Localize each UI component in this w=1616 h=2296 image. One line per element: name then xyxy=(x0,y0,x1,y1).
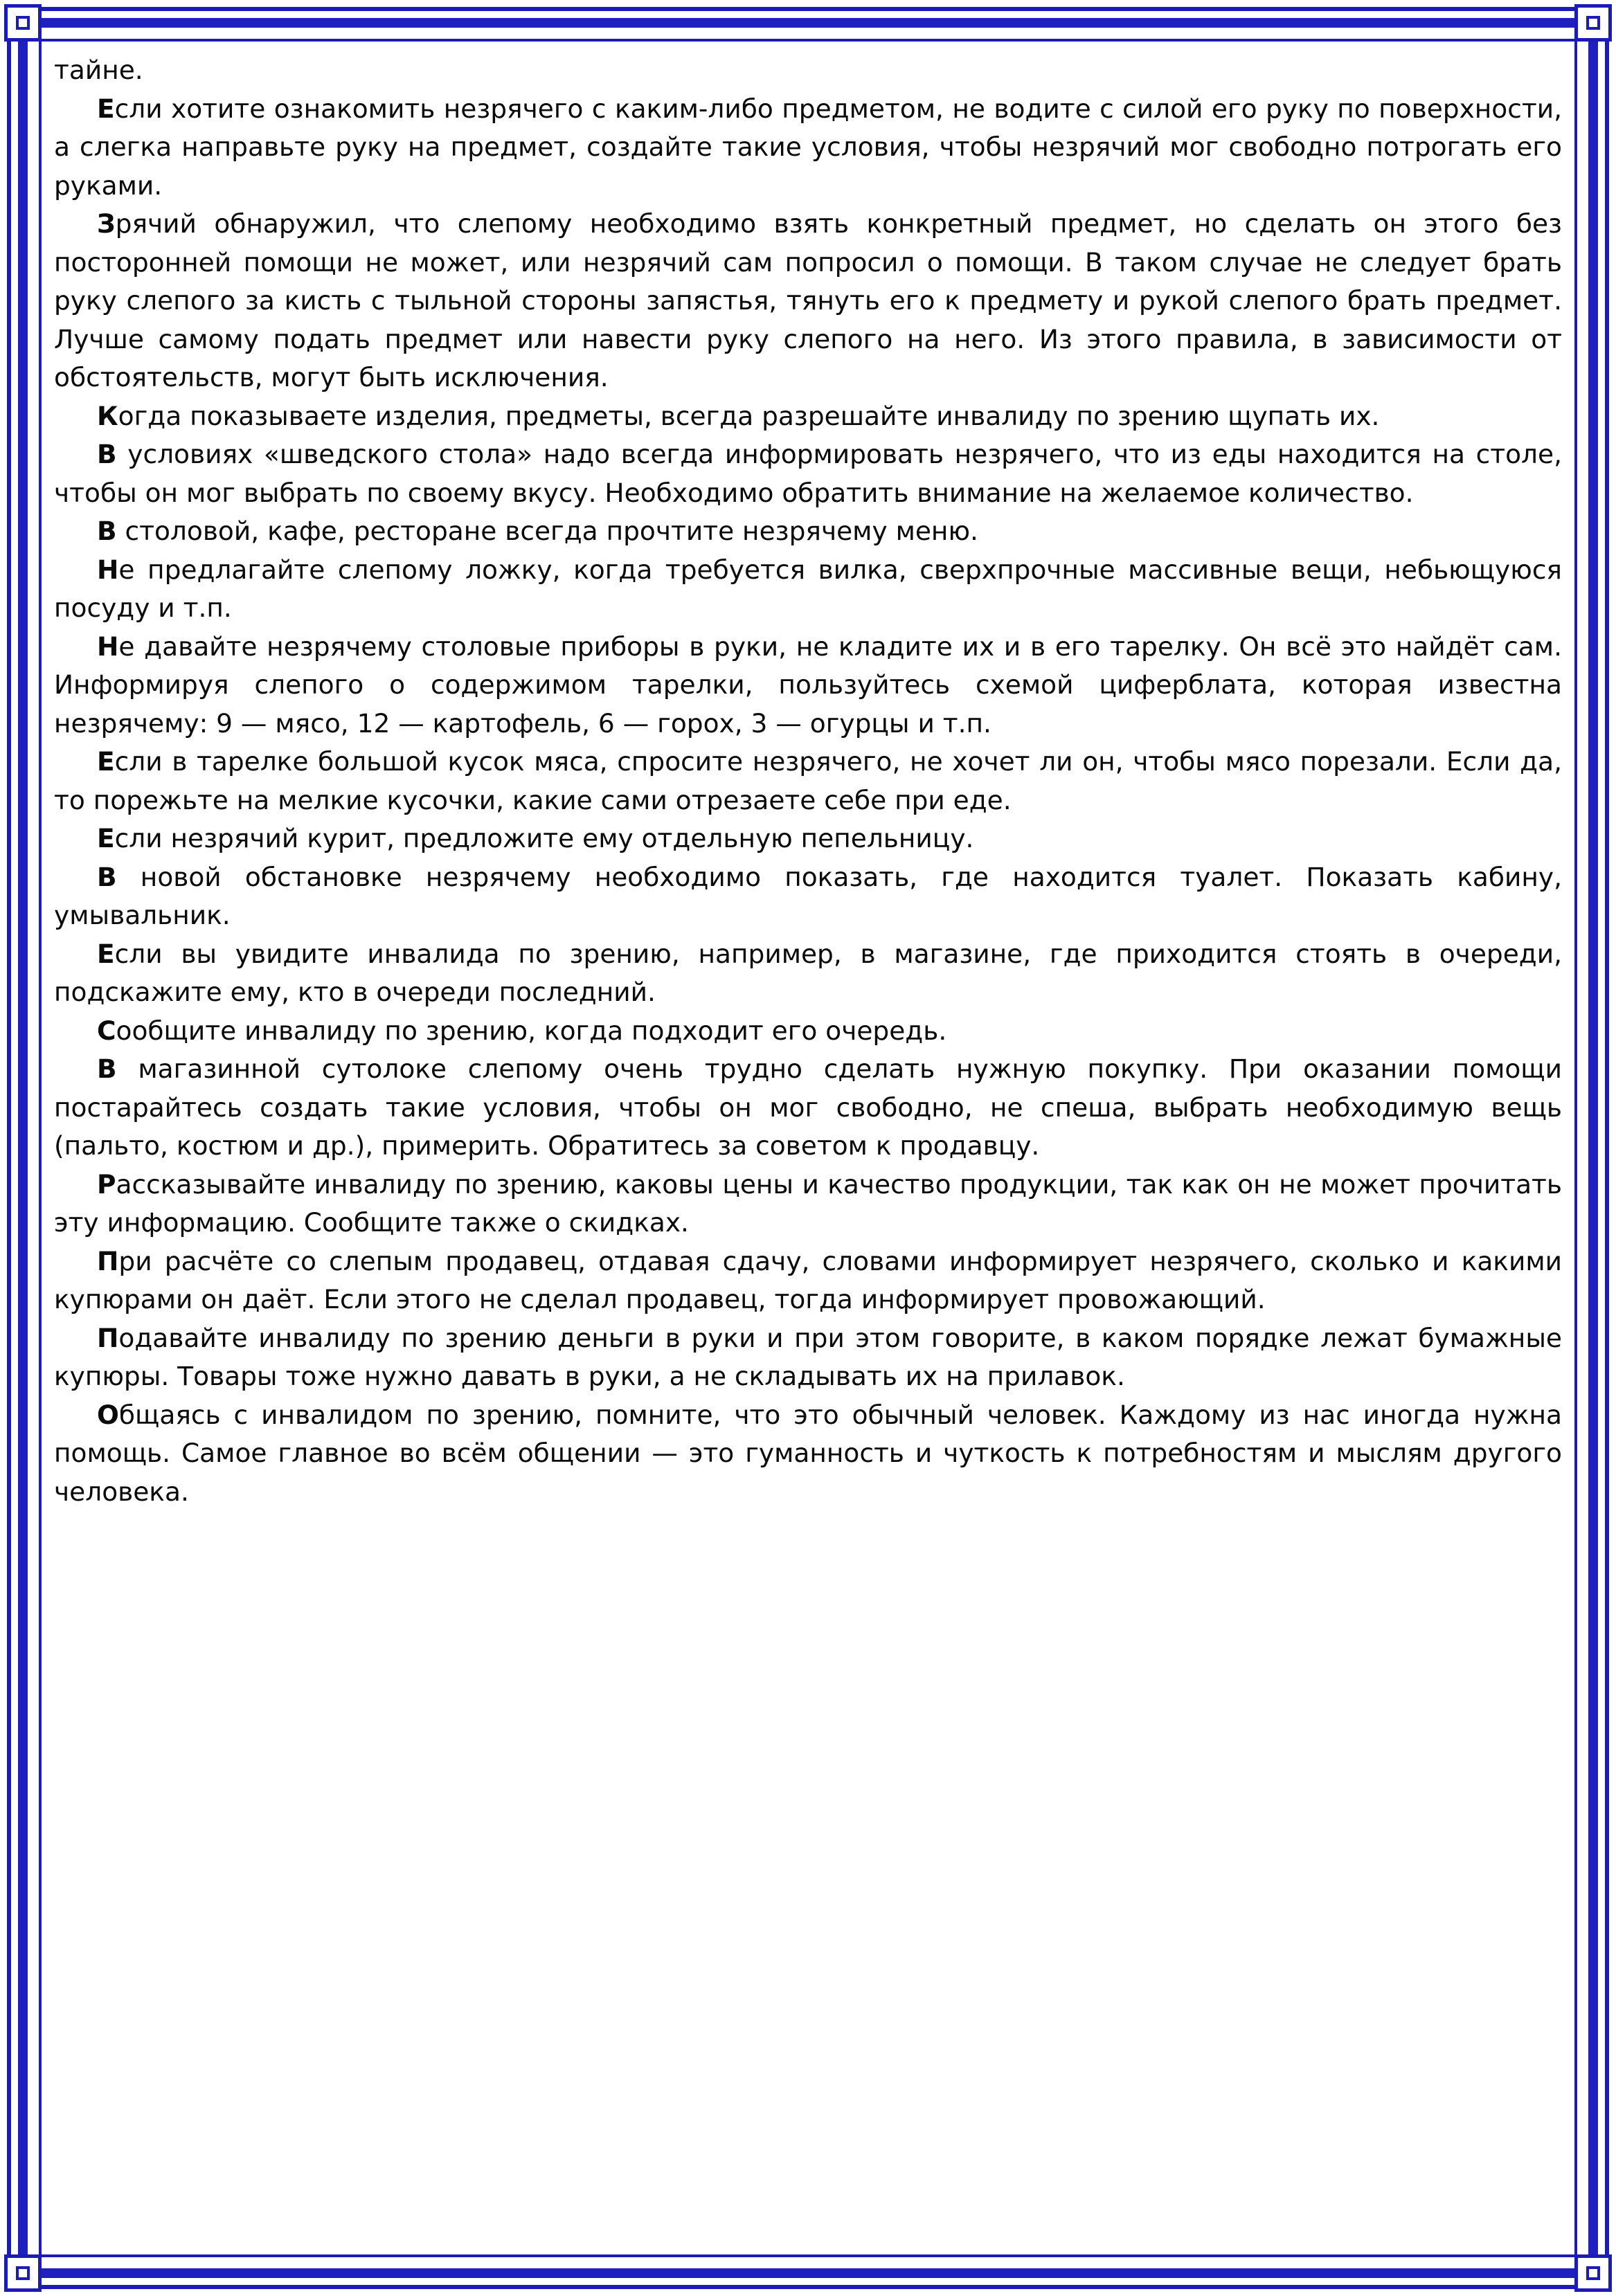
paragraph xyxy=(54,743,1562,820)
paragraph-text: сли незрячий курит, предложите ему отдельную пепельницу. xyxy=(114,823,974,853)
paragraph-text: ассказывайте инвалиду по зрению, каковы цены и качество продукции, так как он не может прочитать эту информацию. Сообщите также о скидках. xyxy=(54,1168,1562,1238)
paragraph xyxy=(54,205,1562,397)
paragraph-text: тайне. xyxy=(54,55,143,85)
paragraph-lead-letter: С xyxy=(97,1015,116,1046)
paragraph-lead-letter: Е xyxy=(97,93,115,124)
corner-ornament-bottom-right xyxy=(1574,2254,1612,2292)
paragraph xyxy=(54,1396,1562,1512)
paragraph-lead-letter: Е xyxy=(97,938,115,969)
corner-ornament-top-right xyxy=(1574,4,1612,42)
paragraph-text: условиях «шведского стола» надо всегда информировать незрячего, что из еды находится на столе, чтобы он мог выбрать по своему вкусу. Необходимо обратить внимание на желаемое количество. xyxy=(54,439,1562,508)
paragraph-text: ри расчёте со слепым продавец, отдавая сдачу, словами информирует незрячего, сколько и какими купюрами он даёт. Если этого не сделал продавец, тогда информирует провожающий. xyxy=(54,1245,1562,1314)
paragraph-text: сли в тарелке большой кусок мяса, спросите незрячего, не хочет ли он, чтобы мясо порезали. Если да, то порежьте на мелкие кусочки, какие сами отрезаете себе при еде. xyxy=(54,746,1562,815)
paragraph-lead-letter: В xyxy=(97,861,117,892)
paragraph-lead-letter: Е xyxy=(97,823,115,853)
paragraph-text: е давайте незрячему столовые приборы в руки, не кладите их и в его тарелку. Он всё это найдёт сам. Информируя слепого о содержимом тарелки, пользуйтесь схемой циферблата, которая известна незрячему: 9 — мясо, 12 — картофель, 6 — горох, 3 — огурцы и т.п. xyxy=(54,631,1562,739)
paragraph xyxy=(54,858,1562,935)
paragraph xyxy=(54,1050,1562,1166)
paragraph-text: сли хотите ознакомить незрячего с каким-либо предметом, не водите с силой его руку по поверхности, а слегка направьте руку на предмет, создайте такие условия, чтобы незрячий мог свободно потрогать его руками. xyxy=(54,93,1562,201)
paragraph-text: одавайте инвалиду по зрению деньги в руки и при этом говорите, в каком порядке лежат бумажные купюры. Товары тоже нужно давать в руки, а не складывать их на прилавок. xyxy=(54,1322,1562,1391)
paragraph-text: е предлагайте слепому ложку, когда требуется вилка, сверхпрочные массивные вещи, небьющуюся посуду и т.п. xyxy=(54,554,1562,623)
paragraph-text: рячий обнаружил, что слепому необходимо взять конкретный предмет, но сделать он этого без посторонней помощи не может, или незрячий сам попросил о помощи. В таком случае не следует брать руку слепого за кисть с тыльной стороны запястья, тянуть его к предмету и рукой слепого брать предмет. Лучше самому подать предмет или навести руку слепого на него. Из этого правила, в зависимости от обстоятельств, могут быть исключения. xyxy=(54,208,1562,392)
paragraph-lead-letter: П xyxy=(97,1322,119,1353)
paragraph-text: сли вы увидите инвалида по зрению, например, в магазине, где приходится стоять в очереди, подскажите ему, кто в очереди последний. xyxy=(54,938,1562,1007)
corner-ornament-top-left xyxy=(4,4,42,42)
paragraph-lead-letter: О xyxy=(97,1399,119,1430)
paragraph xyxy=(54,397,1562,436)
paragraph-lead-letter: В xyxy=(97,439,117,469)
document-body xyxy=(54,51,1562,2239)
paragraph xyxy=(54,435,1562,512)
paragraph xyxy=(54,512,1562,551)
paragraph-text: новой обстановке незрячему необходимо показать, где находится туалет. Показать кабину, умывальник. xyxy=(54,861,1562,930)
paragraph xyxy=(54,628,1562,743)
paragraph-lead-letter: К xyxy=(97,400,118,431)
paragraph-lead-letter: В xyxy=(97,516,117,546)
paragraph xyxy=(54,1166,1562,1242)
paragraph xyxy=(54,820,1562,858)
paragraph-lead-letter: Е xyxy=(97,746,115,777)
paragraph xyxy=(54,551,1562,628)
paragraph-text: столовой, кафе, ресторане всегда прочтите незрячему меню. xyxy=(116,516,978,546)
corner-ornament-bottom-left xyxy=(4,2254,42,2292)
paragraph-lead-letter: З xyxy=(97,208,116,239)
paragraph xyxy=(54,90,1562,206)
paragraph-lead-letter: Н xyxy=(97,631,119,662)
paragraph-text: ообщите инвалиду по зрению, когда подходит его очередь. xyxy=(116,1015,947,1046)
paragraph-lead-letter: П xyxy=(97,1245,119,1276)
paragraph xyxy=(54,1012,1562,1051)
paragraph-lead-letter: Р xyxy=(97,1168,116,1200)
paragraph-lead-letter: Н xyxy=(97,554,119,585)
paragraph-lead-letter: В xyxy=(97,1054,117,1084)
paragraph-text: огда показываете изделия, предметы, всегда разрешайте инвалиду по зрению щупать их. xyxy=(118,400,1380,431)
paragraph xyxy=(54,1319,1562,1396)
paragraph xyxy=(54,935,1562,1012)
paragraph-text: магазинной сутолоке слепому очень трудно сделать нужную покупку. При оказании помощи постарайтесь создать такие условия, чтобы он мог свободно, не спеша, выбрать необходимую вещь (пальто, костюм и др.), примерить. Обратитесь за советом к продавцу. xyxy=(54,1054,1562,1161)
paragraph xyxy=(54,1242,1562,1319)
paragraph-text: бщаясь с инвалидом по зрению, помните, что это обычный человек. Каждому из нас иногда нужна помощь. Самое главное во всём общении — это гуманность и чуткость к потребностям и мыслям другого человека. xyxy=(54,1399,1562,1507)
paragraph xyxy=(54,51,1562,90)
